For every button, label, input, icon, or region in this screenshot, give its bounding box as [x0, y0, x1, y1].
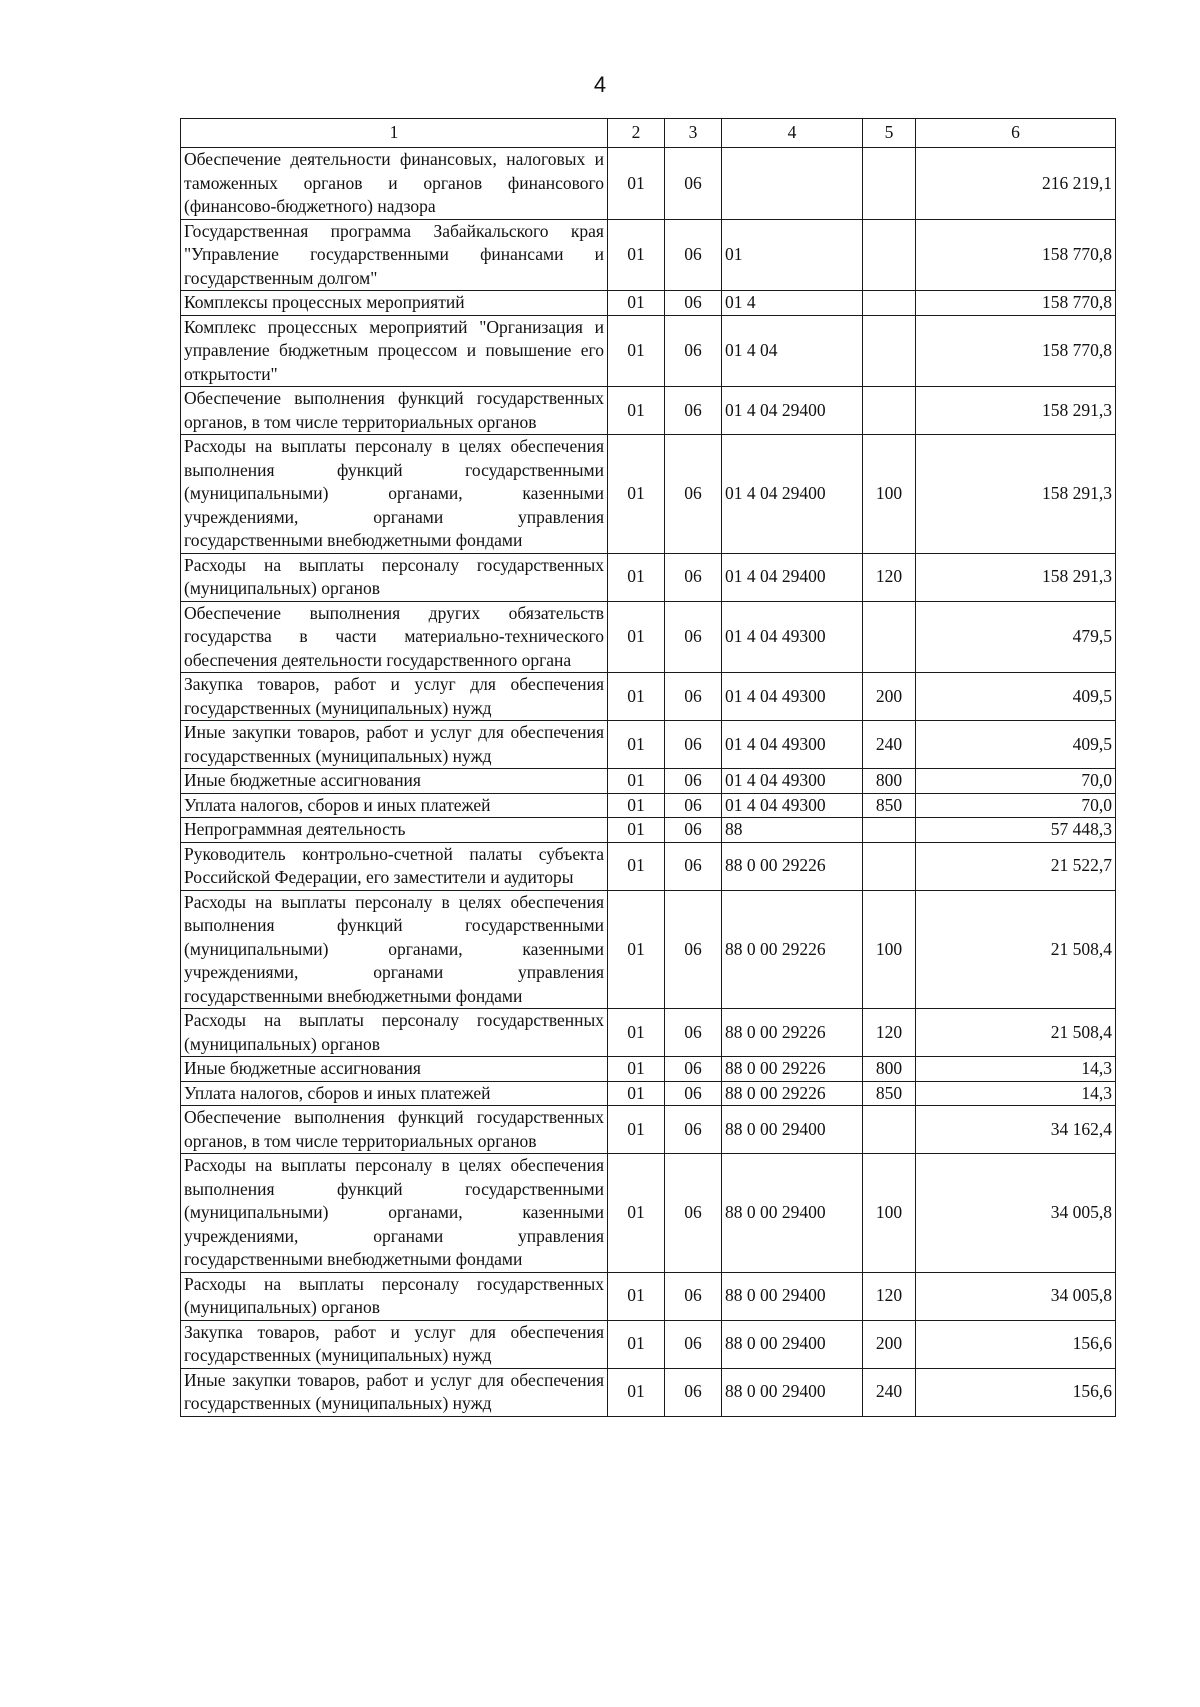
cell-subsection-code: 06 [665, 721, 722, 769]
cell-amount: 158 291,3 [916, 387, 1116, 435]
cell-section-code: 01 [608, 673, 665, 721]
cell-subsection-code: 06 [665, 890, 722, 1009]
cell-amount: 156,6 [916, 1368, 1116, 1416]
cell-subsection-code: 06 [665, 435, 722, 554]
cell-amount: 14,3 [916, 1081, 1116, 1106]
cell-subsection-code: 06 [665, 1320, 722, 1368]
cell-section-code: 01 [608, 721, 665, 769]
cell-section-code: 01 [608, 291, 665, 316]
cell-item-name: Расходы на выплаты персоналу в целях обеспечения выполнения функций государственными (муниципальными) органами, казенными учреждениями, органами управления государственными внебюджетными фондами [181, 890, 608, 1009]
cell-target-article-code: 01 4 04 29400 [722, 553, 863, 601]
cell-target-article-code: 88 0 00 29400 [722, 1154, 863, 1273]
cell-subsection-code: 06 [665, 387, 722, 435]
cell-item-name: Иные закупки товаров, работ и услуг для обеспечения государственных (муниципальных) нужд [181, 721, 608, 769]
cell-item-name: Уплата налогов, сборов и иных платежей [181, 793, 608, 818]
cell-amount: 14,3 [916, 1057, 1116, 1082]
cell-amount: 158 291,3 [916, 553, 1116, 601]
cell-item-name: Иные бюджетные ассигнования [181, 1057, 608, 1082]
cell-item-name: Комплекс процессных мероприятий "Организация и управление бюджетным процессом и повышение его открытости" [181, 315, 608, 387]
cell-subsection-code: 06 [665, 148, 722, 220]
cell-subsection-code: 06 [665, 1106, 722, 1154]
cell-expense-type-code: 800 [863, 769, 916, 794]
cell-expense-type-code [863, 291, 916, 316]
table-row [181, 842, 1116, 890]
cell-item-name: Закупка товаров, работ и услуг для обеспечения государственных (муниципальных) нужд [181, 673, 608, 721]
cell-amount: 34 162,4 [916, 1106, 1116, 1154]
cell-item-name: Иные бюджетные ассигнования [181, 769, 608, 794]
cell-section-code: 01 [608, 1081, 665, 1106]
cell-item-name: Закупка товаров, работ и услуг для обеспечения государственных (муниципальных) нужд [181, 1320, 608, 1368]
table-row [181, 1057, 1116, 1082]
cell-target-article-code: 88 0 00 29400 [722, 1320, 863, 1368]
cell-amount: 158 770,8 [916, 315, 1116, 387]
table-row [181, 291, 1116, 316]
header-col-3: 3 [665, 119, 722, 148]
cell-subsection-code: 06 [665, 291, 722, 316]
cell-subsection-code: 06 [665, 1009, 722, 1057]
cell-target-article-code: 01 4 [722, 291, 863, 316]
cell-expense-type-code: 850 [863, 793, 916, 818]
cell-target-article-code: 88 0 00 29400 [722, 1272, 863, 1320]
cell-subsection-code: 06 [665, 1154, 722, 1273]
table-row [181, 1320, 1116, 1368]
cell-target-article-code: 01 4 04 49300 [722, 793, 863, 818]
cell-amount: 158 770,8 [916, 219, 1116, 291]
cell-amount: 156,6 [916, 1320, 1116, 1368]
cell-item-name: Непрограммная деятельность [181, 818, 608, 843]
cell-amount: 158 291,3 [916, 435, 1116, 554]
cell-item-name: Расходы на выплаты персоналу в целях обеспечения выполнения функций государственными (муниципальными) органами, казенными учреждениями, органами управления государственными внебюджетными фондами [181, 1154, 608, 1273]
cell-target-article-code: 88 [722, 818, 863, 843]
cell-target-article-code [722, 148, 863, 220]
cell-target-article-code: 88 0 00 29400 [722, 1106, 863, 1154]
cell-expense-type-code [863, 148, 916, 220]
cell-item-name: Расходы на выплаты персоналу государственных (муниципальных) органов [181, 1009, 608, 1057]
cell-section-code: 01 [608, 387, 665, 435]
cell-amount: 216 219,1 [916, 148, 1116, 220]
cell-amount: 21 522,7 [916, 842, 1116, 890]
cell-subsection-code: 06 [665, 842, 722, 890]
table-row [181, 387, 1116, 435]
cell-target-article-code: 88 0 00 29226 [722, 842, 863, 890]
table-row [181, 1368, 1116, 1416]
table-row [181, 1154, 1116, 1273]
cell-target-article-code: 01 4 04 49300 [722, 601, 863, 673]
cell-item-name: Государственная программа Забайкальского края "Управление государственными финансами и государственным долгом" [181, 219, 608, 291]
cell-item-name: Комплексы процессных мероприятий [181, 291, 608, 316]
cell-target-article-code: 88 0 00 29226 [722, 890, 863, 1009]
cell-expense-type-code: 240 [863, 1368, 916, 1416]
header-col-6: 6 [916, 119, 1116, 148]
cell-subsection-code: 06 [665, 769, 722, 794]
cell-section-code: 01 [608, 1320, 665, 1368]
cell-expense-type-code [863, 387, 916, 435]
cell-section-code: 01 [608, 769, 665, 794]
cell-subsection-code: 06 [665, 818, 722, 843]
table-row [181, 769, 1116, 794]
cell-target-article-code: 01 4 04 49300 [722, 673, 863, 721]
table-row [181, 1272, 1116, 1320]
cell-subsection-code: 06 [665, 553, 722, 601]
cell-target-article-code: 01 4 04 29400 [722, 435, 863, 554]
cell-section-code: 01 [608, 842, 665, 890]
cell-expense-type-code [863, 315, 916, 387]
cell-expense-type-code: 100 [863, 435, 916, 554]
cell-item-name: Уплата налогов, сборов и иных платежей [181, 1081, 608, 1106]
cell-target-article-code: 01 4 04 29400 [722, 387, 863, 435]
cell-item-name: Расходы на выплаты персоналу государственных (муниципальных) органов [181, 1272, 608, 1320]
table-row [181, 148, 1116, 220]
cell-expense-type-code: 120 [863, 553, 916, 601]
cell-item-name: Расходы на выплаты персоналу в целях обеспечения выполнения функций государственными (муниципальными) органами, казенными учреждениями, органами управления государственными внебюджетными фондами [181, 435, 608, 554]
cell-target-article-code: 01 4 04 49300 [722, 721, 863, 769]
cell-expense-type-code: 800 [863, 1057, 916, 1082]
cell-section-code: 01 [608, 148, 665, 220]
cell-amount: 70,0 [916, 793, 1116, 818]
cell-section-code: 01 [608, 219, 665, 291]
cell-expense-type-code [863, 1106, 916, 1154]
cell-subsection-code: 06 [665, 793, 722, 818]
cell-item-name: Расходы на выплаты персоналу государственных (муниципальных) органов [181, 553, 608, 601]
header-col-1: 1 [181, 119, 608, 148]
cell-section-code: 01 [608, 1154, 665, 1273]
cell-target-article-code: 01 4 04 49300 [722, 769, 863, 794]
cell-target-article-code: 01 [722, 219, 863, 291]
cell-subsection-code: 06 [665, 315, 722, 387]
cell-target-article-code: 01 4 04 [722, 315, 863, 387]
cell-target-article-code: 88 0 00 29400 [722, 1368, 863, 1416]
page-number: 4 [593, 72, 607, 97]
table-row [181, 673, 1116, 721]
table-row [181, 601, 1116, 673]
cell-expense-type-code: 120 [863, 1272, 916, 1320]
cell-amount: 479,5 [916, 601, 1116, 673]
cell-amount: 34 005,8 [916, 1154, 1116, 1273]
cell-subsection-code: 06 [665, 601, 722, 673]
cell-subsection-code: 06 [665, 1272, 722, 1320]
cell-subsection-code: 06 [665, 1081, 722, 1106]
table-row [181, 890, 1116, 1009]
cell-section-code: 01 [608, 1368, 665, 1416]
cell-amount: 21 508,4 [916, 1009, 1116, 1057]
cell-section-code: 01 [608, 435, 665, 554]
cell-subsection-code: 06 [665, 1057, 722, 1082]
table-row [181, 721, 1116, 769]
cell-item-name: Иные закупки товаров, работ и услуг для обеспечения государственных (муниципальных) нужд [181, 1368, 608, 1416]
cell-expense-type-code: 850 [863, 1081, 916, 1106]
cell-expense-type-code: 240 [863, 721, 916, 769]
cell-section-code: 01 [608, 315, 665, 387]
cell-section-code: 01 [608, 553, 665, 601]
cell-section-code: 01 [608, 793, 665, 818]
cell-section-code: 01 [608, 818, 665, 843]
cell-expense-type-code [863, 601, 916, 673]
cell-section-code: 01 [608, 1057, 665, 1082]
table-row [181, 818, 1116, 843]
cell-amount: 70,0 [916, 769, 1116, 794]
table-row [181, 553, 1116, 601]
table-row [181, 1106, 1116, 1154]
cell-item-name: Руководитель контрольно-счетной палаты субъекта Российской Федерации, его заместители и аудиторы [181, 842, 608, 890]
table-body [181, 148, 1116, 1417]
cell-item-name: Обеспечение выполнения других обязательств государства в части материально-технического обеспечения деятельности государственного органа [181, 601, 608, 673]
cell-target-article-code: 88 0 00 29226 [722, 1057, 863, 1082]
table-row [181, 1009, 1116, 1057]
cell-subsection-code: 06 [665, 673, 722, 721]
table-row [181, 315, 1116, 387]
cell-item-name: Обеспечение выполнения функций государственных органов, в том числе территориальных органов [181, 387, 608, 435]
cell-expense-type-code [863, 818, 916, 843]
table-row [181, 219, 1116, 291]
cell-expense-type-code: 200 [863, 1320, 916, 1368]
cell-subsection-code: 06 [665, 1368, 722, 1416]
table-row [181, 1081, 1116, 1106]
cell-expense-type-code [863, 219, 916, 291]
cell-amount: 21 508,4 [916, 890, 1116, 1009]
cell-expense-type-code: 100 [863, 890, 916, 1009]
cell-amount: 158 770,8 [916, 291, 1116, 316]
cell-section-code: 01 [608, 1272, 665, 1320]
header-row [181, 119, 1116, 148]
cell-expense-type-code [863, 842, 916, 890]
header-col-2: 2 [608, 119, 665, 148]
cell-expense-type-code: 100 [863, 1154, 916, 1273]
cell-item-name: Обеспечение выполнения функций государственных органов, в том числе территориальных органов [181, 1106, 608, 1154]
cell-expense-type-code: 200 [863, 673, 916, 721]
cell-amount: 57 448,3 [916, 818, 1116, 843]
cell-amount: 409,5 [916, 673, 1116, 721]
cell-section-code: 01 [608, 1106, 665, 1154]
cell-section-code: 01 [608, 890, 665, 1009]
header-col-4: 4 [722, 119, 863, 148]
cell-amount: 409,5 [916, 721, 1116, 769]
cell-target-article-code: 88 0 00 29226 [722, 1009, 863, 1057]
budget-table [180, 118, 1116, 1417]
cell-expense-type-code: 120 [863, 1009, 916, 1057]
cell-item-name: Обеспечение деятельности финансовых, налоговых и таможенных органов и органов финансового (финансово-бюджетного) надзора [181, 148, 608, 220]
header-col-5: 5 [863, 119, 916, 148]
table-row [181, 793, 1116, 818]
cell-target-article-code: 88 0 00 29226 [722, 1081, 863, 1106]
cell-subsection-code: 06 [665, 219, 722, 291]
cell-section-code: 01 [608, 601, 665, 673]
cell-section-code: 01 [608, 1009, 665, 1057]
table-row [181, 435, 1116, 554]
cell-amount: 34 005,8 [916, 1272, 1116, 1320]
